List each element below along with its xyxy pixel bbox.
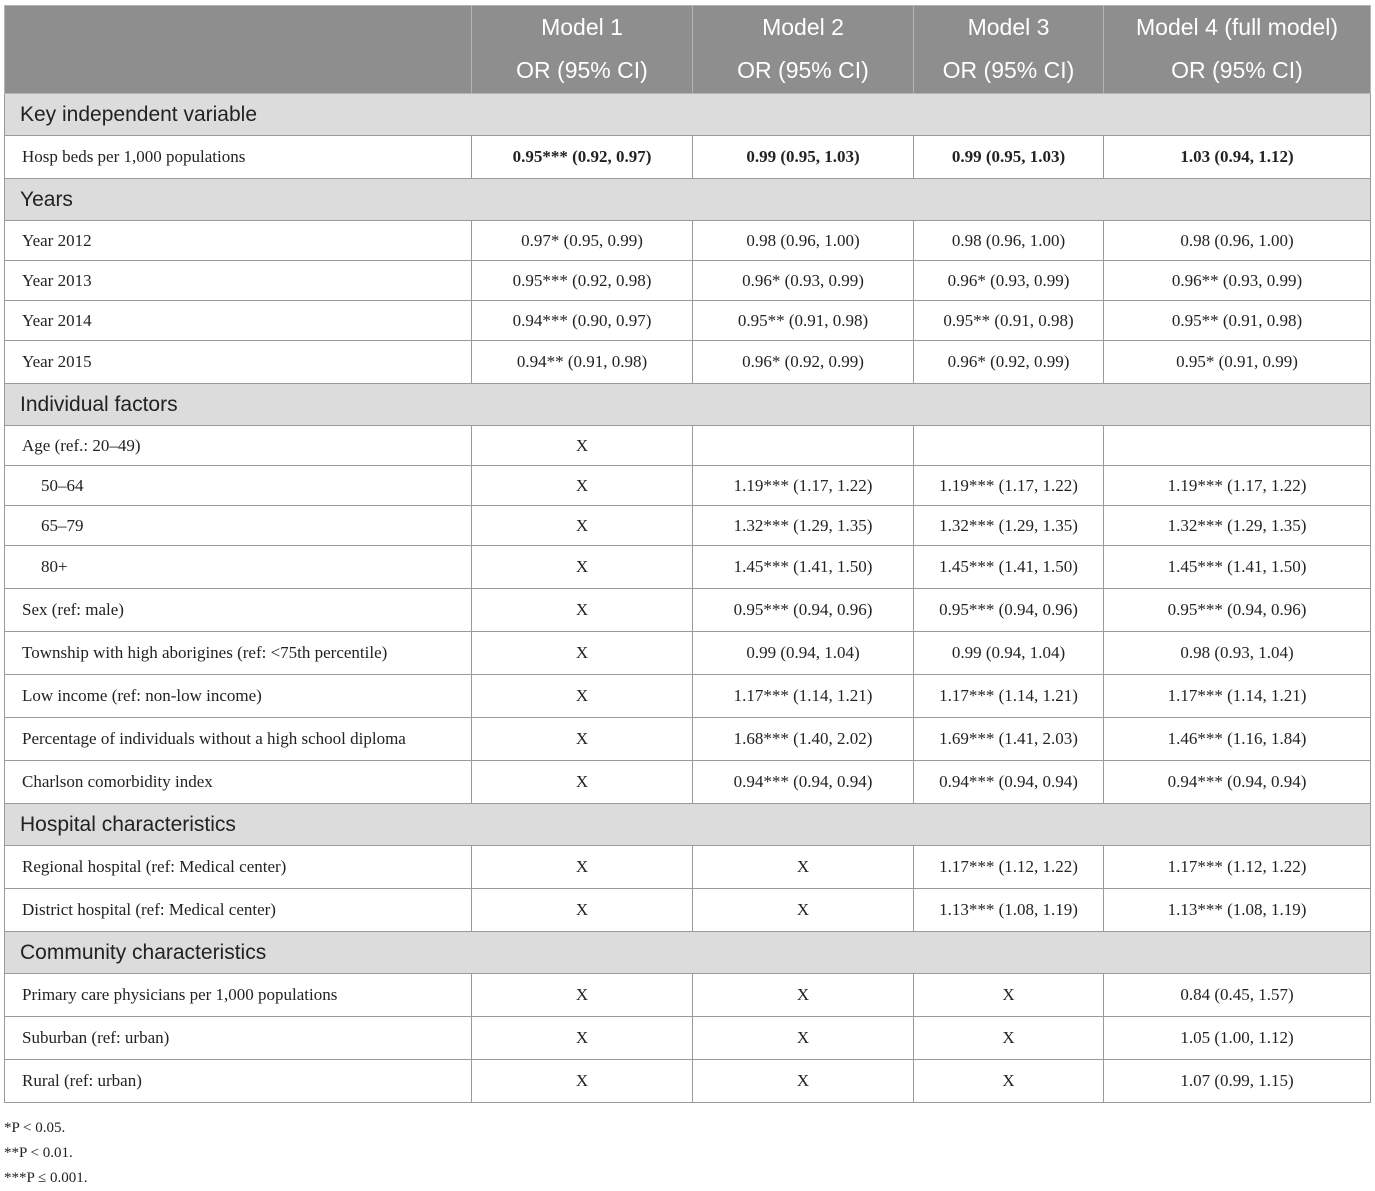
cell-value: X: [693, 1060, 914, 1103]
footnote-p001: ***P ≤ 0.001.: [4, 1170, 88, 1186]
cell-value: X: [472, 426, 693, 466]
cell-value: X: [472, 632, 693, 675]
row-label: Percentage of individuals without a high school diploma: [5, 718, 472, 761]
footnote-p05: *P < 0.05.: [4, 1120, 66, 1136]
cell-value: 1.45*** (1.41, 1.50): [693, 546, 914, 589]
cell-value: 0.95** (0.91, 0.98): [693, 301, 914, 341]
cell-value: 0.95** (0.91, 0.98): [914, 301, 1104, 341]
results-table-container: [4, 5, 1370, 1103]
row-label: Regional hospital (ref: Medical center): [5, 846, 472, 889]
cell-value: 1.19*** (1.17, 1.22): [1104, 466, 1371, 506]
header-model-2: Model 2: [693, 6, 914, 49]
cell-value: 1.46*** (1.16, 1.84): [1104, 718, 1371, 761]
table-row: [5, 889, 1371, 932]
cell-value: 0.99 (0.94, 1.04): [693, 632, 914, 675]
cell-value: 1.17*** (1.14, 1.21): [1104, 675, 1371, 718]
cell-value: 0.95*** (0.92, 0.97): [472, 136, 693, 179]
table-row: [5, 136, 1371, 179]
cell-value: X: [472, 761, 693, 804]
cell-value: 0.98 (0.96, 1.00): [693, 221, 914, 261]
cell-value: 1.17*** (1.12, 1.22): [1104, 846, 1371, 889]
cell-value: X: [914, 1060, 1104, 1103]
header-or-ci: OR (95% CI): [914, 48, 1104, 94]
odds-ratio-table: [4, 5, 1371, 1103]
cell-value: X: [693, 846, 914, 889]
cell-value: 0.96* (0.93, 0.99): [914, 261, 1104, 301]
table-row: [5, 466, 1371, 506]
cell-value: 1.13*** (1.08, 1.19): [1104, 889, 1371, 932]
section-key-independent: Key independent variable: [5, 94, 1371, 136]
cell-value: [1104, 426, 1371, 466]
cell-value: 0.98 (0.96, 1.00): [914, 221, 1104, 261]
cell-value: 1.45*** (1.41, 1.50): [1104, 546, 1371, 589]
cell-value: 0.98 (0.93, 1.04): [1104, 632, 1371, 675]
cell-value: 1.45*** (1.41, 1.50): [914, 546, 1104, 589]
table-row: [5, 675, 1371, 718]
cell-value: 0.95*** (0.94, 0.96): [914, 589, 1104, 632]
cell-value: X: [472, 718, 693, 761]
cell-value: 0.99 (0.94, 1.04): [914, 632, 1104, 675]
cell-value: 0.95*** (0.94, 0.96): [1104, 589, 1371, 632]
cell-value: 1.68*** (1.40, 2.02): [693, 718, 914, 761]
header-model-3: Model 3: [914, 6, 1104, 49]
cell-value: 0.96** (0.93, 0.99): [1104, 261, 1371, 301]
cell-value: X: [472, 466, 693, 506]
table-row: [5, 221, 1371, 261]
cell-value: X: [472, 546, 693, 589]
table-row: [5, 426, 1371, 466]
cell-value: 1.69*** (1.41, 2.03): [914, 718, 1104, 761]
section-individual-factors: Individual factors: [5, 384, 1371, 426]
cell-value: 0.97* (0.95, 0.99): [472, 221, 693, 261]
cell-value: 0.95*** (0.92, 0.98): [472, 261, 693, 301]
table-row: [5, 301, 1371, 341]
header-model-4: Model 4 (full model): [1104, 6, 1371, 49]
cell-value: 1.32*** (1.29, 1.35): [1104, 506, 1371, 546]
row-label: Primary care physicians per 1,000 populations: [5, 974, 472, 1017]
section-row: [5, 804, 1371, 846]
cell-value: 1.19*** (1.17, 1.22): [693, 466, 914, 506]
cell-value: 0.99 (0.95, 1.03): [914, 136, 1104, 179]
section-hospital-characteristics: Hospital characteristics: [5, 804, 1371, 846]
cell-value: X: [693, 889, 914, 932]
cell-value: 0.94** (0.91, 0.98): [472, 341, 693, 384]
cell-value: 1.32*** (1.29, 1.35): [914, 506, 1104, 546]
row-label: Hosp beds per 1,000 populations: [5, 136, 472, 179]
table-row: [5, 341, 1371, 384]
cell-value: X: [914, 974, 1104, 1017]
cell-value: X: [472, 1017, 693, 1060]
cell-value: X: [693, 1017, 914, 1060]
header-or-ci: OR (95% CI): [1104, 48, 1371, 94]
cell-value: 1.17*** (1.12, 1.22): [914, 846, 1104, 889]
row-label: Rural (ref: urban): [5, 1060, 472, 1103]
cell-value: 0.98 (0.96, 1.00): [1104, 221, 1371, 261]
row-label: Year 2012: [5, 221, 472, 261]
section-row: [5, 932, 1371, 974]
cell-value: 1.13*** (1.08, 1.19): [914, 889, 1104, 932]
cell-value: 0.94*** (0.94, 0.94): [914, 761, 1104, 804]
cell-value: 1.07 (0.99, 1.15): [1104, 1060, 1371, 1103]
table-footnotes: [4, 1116, 88, 1191]
row-label: Township with high aborigines (ref: <75th percentile): [5, 632, 472, 675]
section-years: Years: [5, 179, 1371, 221]
row-label: 80+: [5, 546, 472, 589]
cell-value: 0.95** (0.91, 0.98): [1104, 301, 1371, 341]
cell-value: 1.32*** (1.29, 1.35): [693, 506, 914, 546]
cell-value: X: [914, 1017, 1104, 1060]
section-community-characteristics: Community characteristics: [5, 932, 1371, 974]
header-or-ci: OR (95% CI): [693, 48, 914, 94]
cell-value: X: [472, 506, 693, 546]
cell-value: 0.96* (0.93, 0.99): [693, 261, 914, 301]
cell-value: [914, 426, 1104, 466]
row-label: Suburban (ref: urban): [5, 1017, 472, 1060]
cell-value: X: [472, 846, 693, 889]
table-row: [5, 589, 1371, 632]
section-row: [5, 94, 1371, 136]
row-label: District hospital (ref: Medical center): [5, 889, 472, 932]
header-or-ci: OR (95% CI): [472, 48, 693, 94]
cell-value: 0.94*** (0.94, 0.94): [1104, 761, 1371, 804]
table-row: [5, 546, 1371, 589]
table-row: [5, 506, 1371, 546]
cell-value: 0.95* (0.91, 0.99): [1104, 341, 1371, 384]
table-header: [5, 6, 1371, 94]
cell-value: 1.03 (0.94, 1.12): [1104, 136, 1371, 179]
cell-value: 1.19*** (1.17, 1.22): [914, 466, 1104, 506]
cell-value: 1.17*** (1.14, 1.21): [914, 675, 1104, 718]
table-row: [5, 761, 1371, 804]
cell-value: 0.84 (0.45, 1.57): [1104, 974, 1371, 1017]
row-label: Charlson comorbidity index: [5, 761, 472, 804]
row-label: Age (ref.: 20–49): [5, 426, 472, 466]
row-label: Year 2015: [5, 341, 472, 384]
cell-value: X: [472, 974, 693, 1017]
section-row: [5, 179, 1371, 221]
row-label: Low income (ref: non-low income): [5, 675, 472, 718]
row-label: Year 2013: [5, 261, 472, 301]
cell-value: X: [472, 589, 693, 632]
table-row: [5, 632, 1371, 675]
section-row: [5, 384, 1371, 426]
row-label: Sex (ref: male): [5, 589, 472, 632]
table-row: [5, 1017, 1371, 1060]
cell-value: [693, 426, 914, 466]
header-model-1: Model 1: [472, 6, 693, 49]
cell-value: X: [472, 1060, 693, 1103]
table-row: [5, 718, 1371, 761]
header-blank-2: [5, 48, 472, 94]
cell-value: 1.05 (1.00, 1.12): [1104, 1017, 1371, 1060]
cell-value: 0.94*** (0.94, 0.94): [693, 761, 914, 804]
cell-value: X: [693, 974, 914, 1017]
cell-value: 0.96* (0.92, 0.99): [914, 341, 1104, 384]
cell-value: 0.94*** (0.90, 0.97): [472, 301, 693, 341]
row-label: 65–79: [5, 506, 472, 546]
table-row: [5, 846, 1371, 889]
cell-value: 0.95*** (0.94, 0.96): [693, 589, 914, 632]
table-row: [5, 1060, 1371, 1103]
footnote-p01: **P < 0.01.: [4, 1145, 73, 1161]
row-label: 50–64: [5, 466, 472, 506]
cell-value: X: [472, 889, 693, 932]
cell-value: X: [472, 675, 693, 718]
cell-value: 1.17*** (1.14, 1.21): [693, 675, 914, 718]
cell-value: 0.96* (0.92, 0.99): [693, 341, 914, 384]
cell-value: 0.99 (0.95, 1.03): [693, 136, 914, 179]
table-row: [5, 261, 1371, 301]
header-blank: [5, 6, 472, 49]
row-label: Year 2014: [5, 301, 472, 341]
table-row: [5, 974, 1371, 1017]
